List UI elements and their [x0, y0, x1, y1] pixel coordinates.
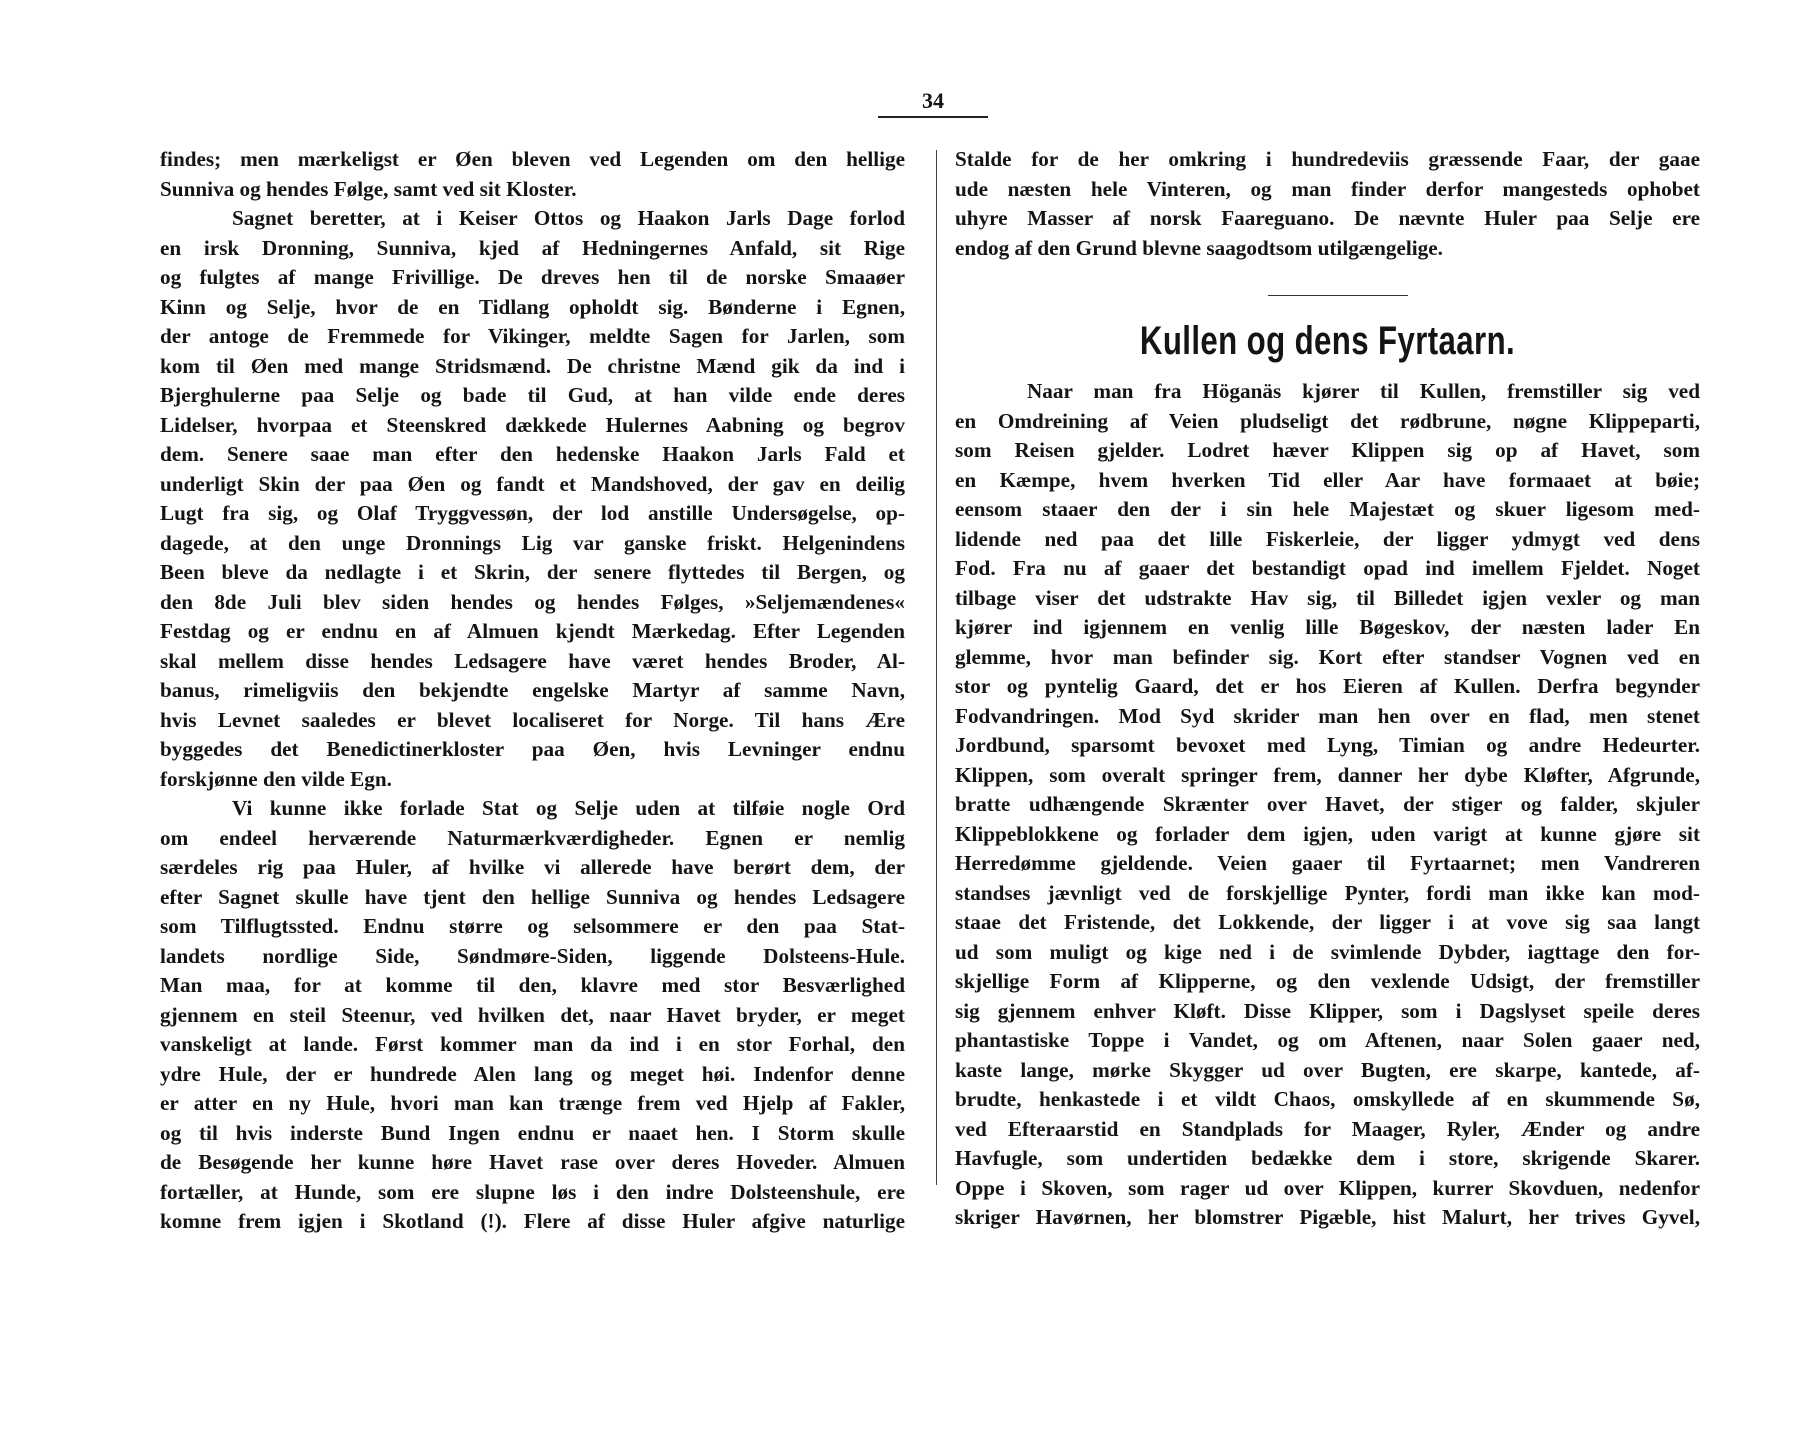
text-line: endog af den Grund blevne saagodtsom utilgængelige.: [955, 235, 1443, 260]
page-number: 34: [922, 88, 944, 113]
text-line: en Omdreining af Veien pludseligt det rødbrune, nøgne Klippeparti,: [955, 408, 1700, 433]
text-line: uhyre Masser af norsk Faareguano. De nævnte Huler paa Selje ere: [955, 206, 1700, 230]
text-line: ydre Hule, der er hundrede Alen lang og meget høi. Indenfor denne: [160, 1061, 905, 1086]
text-line: Kinn og Selje, hvor de en Tidlang opholdt sig. Bønderne i Egnen,: [160, 294, 905, 319]
text-line: Havfugle, som undertiden bedække dem i store, skrigende Skarer.: [955, 1146, 1700, 1170]
text-line: dagede, at den unge Dronnings Lig var ganske friskt. Helgenindens: [160, 530, 905, 555]
right-column-top: [955, 145, 1700, 263]
text-line: særdeles rig paa Huler, af hvilke vi allerede have berørt dem, der: [160, 855, 905, 879]
left-column: [160, 145, 905, 1237]
text-line: Naar man fra Höganäs kjører til Kullen, fremstiller sig ved: [1027, 379, 1700, 403]
text-line: findes; men mærkeligst er Øen bleven ved Legenden om den hellige: [160, 147, 905, 171]
text-line: Festdag og er endnu en af Almuen kjendt Mærkedag. Efter Legenden: [160, 619, 905, 643]
text-line: hvis Levnet saaledes er blevet localiseret for Norge. Til hans Ære: [160, 707, 905, 732]
text-line: som Reisen gjelder. Lodret hæver Klippen sig op af Havet, som: [955, 438, 1700, 462]
text-line: Oppe i Skoven, som rager ud over Klippen, kurrer Skovduen, nedenfor: [955, 1175, 1700, 1200]
text-line: dem. Senere saae man efter den hedenske Haakon Jarls Fald et: [160, 442, 905, 466]
text-line: Bjerghulerne paa Selje og bade til Gud, at han vilde ende deres: [160, 383, 905, 407]
text-line: Vi kunne ikke forlade Stat og Selje uden at tilføie nogle Ord: [232, 796, 905, 820]
text-line: der antoge de Fremmede for Vikinger, meldte Sagen for Jarlen, som: [160, 324, 905, 348]
text-line: lidende ned paa det lille Fiskerleie, der ligger ydmygt ved dens: [955, 526, 1700, 551]
text-line: om endeel herværende Naturmærkværdigheder. Egnen er nemlig: [160, 825, 905, 850]
text-line: fortæller, at Hunde, som ere slupne løs i den indre Dolsteenshule, ere: [160, 1179, 905, 1204]
text-line: ud som muligt og kige ned i de svimlende Dybder, iagttage den for-: [955, 939, 1700, 964]
text-line: stor og pyntelig Gaard, det er hos Eieren af Kullen. Derfra begynder: [955, 674, 1700, 698]
text-line: standses jævnligt ved de forskjellige Pynter, fordi man ikke kan mod-: [955, 880, 1700, 905]
text-line: glemme, hvor man befinder sig. Kort efter standser Vognen ved en: [955, 644, 1700, 669]
text-line: som Tilflugtssted. Endnu større og selsommere er den paa Stat-: [160, 914, 905, 938]
text-line: og fulgtes af mange Frivillige. De dreves hen til de norske Smaaøer: [160, 265, 905, 289]
page-number-rule: [878, 116, 988, 118]
text-line: underligt Skin der paa Øen og fandt et Mandshoved, der gav en deilig: [160, 471, 905, 496]
text-line: Klippen, som overalt springer frem, danner her dybe Kløfter, Afgrunde,: [955, 762, 1700, 787]
text-line: Lidelser, hvorpaa et Steenskred dækkede Hulernes Aabning og begrov: [160, 412, 905, 437]
text-line: landets nordlige Side, Søndmøre-Siden, liggende Dolsteens-Hule.: [160, 943, 905, 968]
text-line: efter Sagnet skulle have tjent den hellige Sunniva og hendes Ledsagere: [160, 884, 905, 909]
text-line: phantastiske Toppe i Vandet, og om Aftenen, naar Solen gaaer ned,: [955, 1028, 1700, 1052]
text-line: ude næsten hele Vinteren, og man finder derfor mangesteds ophobet: [955, 176, 1700, 201]
text-line: Lugt fra sig, og Olaf Tryggvessøn, der lod anstille Undersøgelse, op-: [160, 501, 905, 525]
column-divider: [936, 150, 937, 1185]
text-line: komne frem igjen i Skotland (!). Flere af disse Huler afgive naturlige: [160, 1209, 905, 1233]
text-line: Been bleve da nedlagte i et Skrin, der senere flyttedes til Bergen, og: [160, 560, 905, 584]
text-line: kjører ind igjennem en venlig lille Bøgeskov, der næsten lader En: [955, 615, 1700, 639]
text-line: Sagnet beretter, at i Keiser Ottos og Haakon Jarls Dage forlod: [232, 206, 905, 230]
text-line: Sunniva og hendes Følge, samt ved sit Kloster.: [160, 176, 577, 201]
text-line: Man maa, for at komme til den, klavre med stor Besværlighed: [160, 973, 905, 997]
text-line: bratte udhængende Skrænter over Havet, der stiger og falder, skjuler: [955, 792, 1700, 816]
text-line: de Besøgende her kunne høre Havet rase over deres Hoveder. Almuen: [160, 1150, 905, 1174]
right-column-body: [955, 377, 1700, 1233]
text-line: Herredømme gjeldende. Veien gaaer til Fyrtaarnet; men Vandreren: [955, 851, 1700, 875]
text-line: eensom staaer den der i sin hele Majestæt og skuer ligesom med-: [955, 497, 1700, 521]
text-line: en Kæmpe, hvem hverken Tid eller Aar have formaaet at bøie;: [955, 467, 1700, 492]
text-line: staae det Fristende, det Lokkende, der ligger i at vove sig saa langt: [955, 910, 1700, 934]
text-line: Jordbund, sparsomt bevoxet med Lyng, Timian og andre Hedeurter.: [955, 733, 1700, 757]
text-line: gjennem en steil Steenur, ved hvilken det, naar Havet bryder, er meget: [160, 1002, 905, 1027]
text-line: skjellige Form af Klipperne, og den vexlende Udsigt, der fremstiller: [955, 969, 1700, 993]
section-title: Kullen og dens Fyrtaarn.: [1139, 319, 1516, 363]
section-divider-rule: [1268, 295, 1408, 296]
text-line: vanskeligt at lande. Først kommer man da ind i en stor Forhal, den: [160, 1032, 905, 1056]
text-line: brudte, henkastede i et vildt Chaos, omskyllede af en skummende Sø,: [955, 1087, 1700, 1111]
text-line: byggedes det Benedictinerkloster paa Øen, hvis Levninger endnu: [160, 737, 905, 761]
text-line: er atter en ny Hule, hvori man kan trænge frem ved Hjelp af Fakler,: [160, 1091, 905, 1115]
text-line: og til hvis inderste Bund Ingen endnu er naaet hen. I Storm skulle: [160, 1120, 905, 1145]
text-line: tilbage viser det udstrakte Hav sig, til Billedet igjen vexler og man: [955, 585, 1700, 610]
text-line: Stalde for de her omkring i hundredeviis græssende Faar, der gaae: [955, 147, 1700, 171]
text-line: Fodvandringen. Mod Syd skrider man hen over en flad, men stenet: [955, 703, 1700, 728]
text-line: kom til Øen med mange Stridsmænd. De christne Mænd gik da ind i: [160, 353, 905, 378]
text-line: den 8de Juli blev siden hendes og hendes Følges, »Seljemændenes«: [160, 589, 905, 614]
text-line: sig gjennem enhver Kløft. Disse Klipper, som i Dagslyset speile deres: [955, 998, 1700, 1023]
text-line: en irsk Dronning, Sunniva, kjed af Hedningernes Anfald, sit Rige: [160, 235, 905, 260]
text-line: Klippeblokkene og forlader dem igjen, uden varigt at kunne gjøre sit: [955, 821, 1700, 846]
text-line: ved Efteraarstid en Standplads for Maager, Ryler, Ænder og andre: [955, 1116, 1700, 1141]
text-line: skal mellem disse hendes Ledsagere have været hendes Broder, Al-: [160, 648, 905, 673]
text-line: forskjønne den vilde Egn.: [160, 766, 392, 791]
text-line: skriger Havørnen, her blomstrer Pigæble, hist Malurt, her trives Gyvel,: [955, 1205, 1700, 1229]
text-line: Fod. Fra nu af gaaer det bestandigt opad ind imellem Fjeldet. Noget: [955, 556, 1700, 580]
text-line: banus, rimeligviis den bekjendte engelske Martyr af samme Navn,: [160, 678, 905, 702]
text-line: kaste lange, mørke Skygger ud over Bugten, ere skarpe, kantede, af-: [955, 1057, 1700, 1082]
